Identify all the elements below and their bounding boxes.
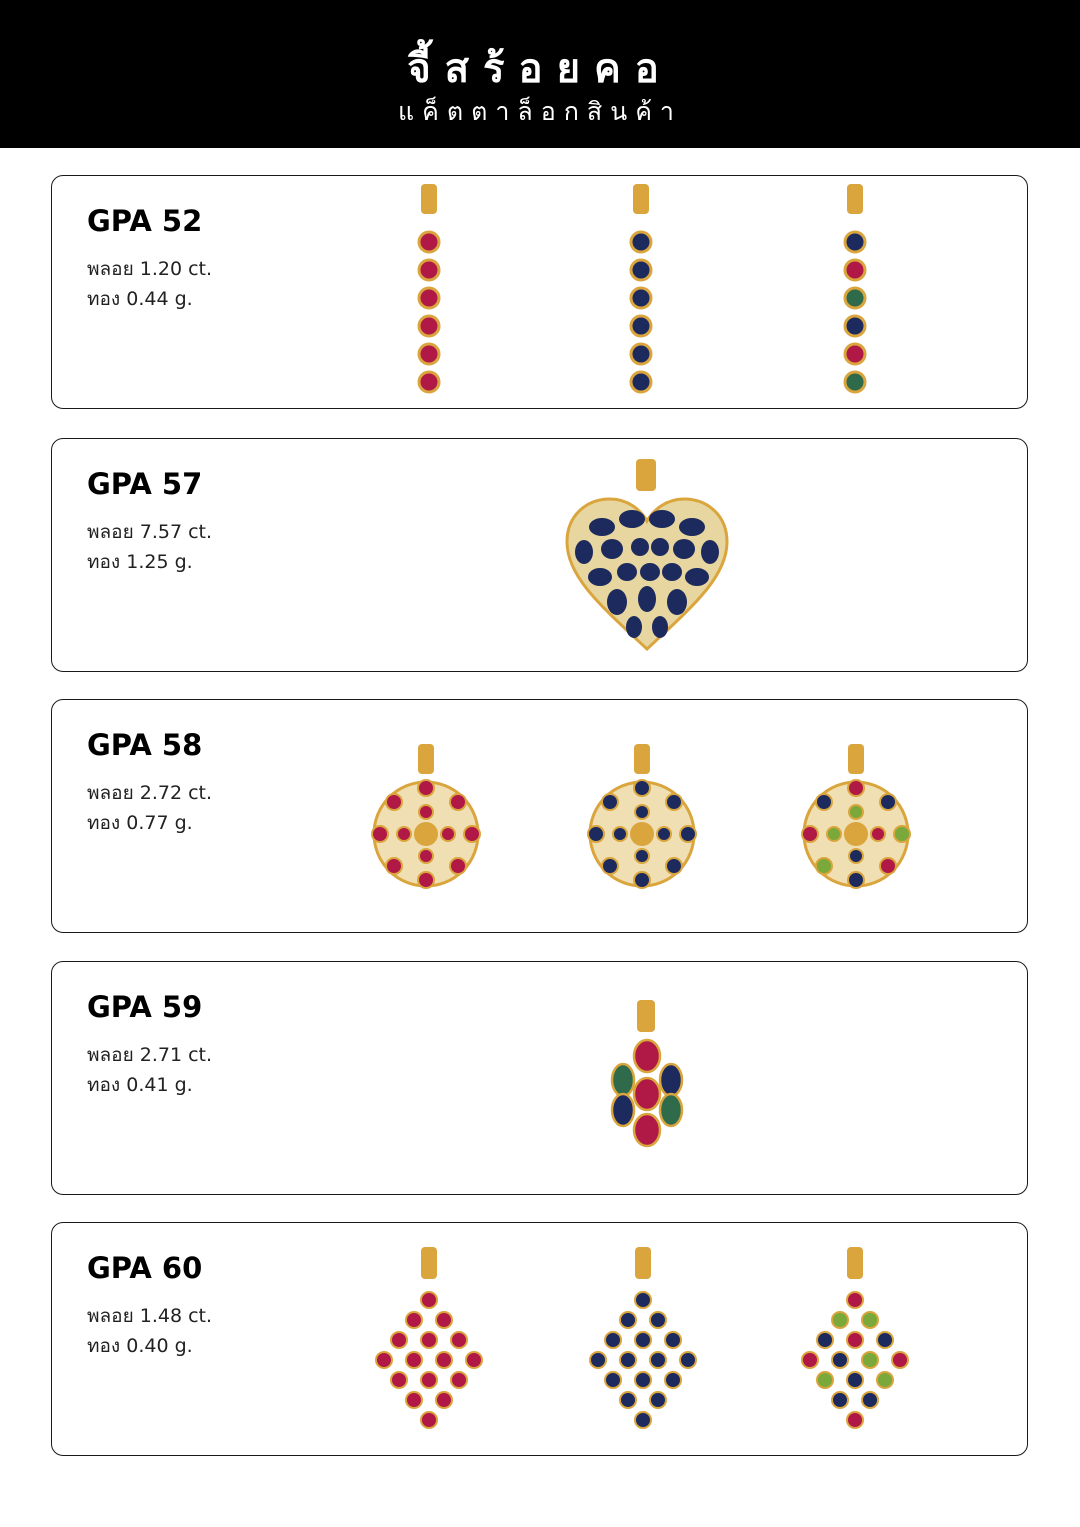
gold-weight: ทอง 0.40 g.: [87, 1335, 193, 1357]
product-card-gpa-52: [51, 175, 1028, 409]
product-code: GPA 60: [87, 1251, 203, 1285]
product-card-gpa-57: [51, 438, 1028, 672]
pendant-image-mixed: [830, 182, 880, 397]
product-card-gpa-59: [51, 961, 1028, 1195]
product-code: GPA 59: [87, 990, 203, 1024]
stone-weight: พลอย 2.71 ct.: [87, 1044, 213, 1066]
pendant-image-ruby: [366, 742, 486, 898]
pendant-image-mixed: [800, 1245, 910, 1431]
stone-weight: พลอย 1.20 ct.: [87, 258, 213, 280]
product-card-gpa-58: [51, 699, 1028, 933]
stone-weight: พลอย 1.48 ct.: [87, 1305, 213, 1327]
pendant-image-sapphire: [588, 1245, 698, 1431]
product-code: GPA 52: [87, 204, 203, 238]
pendant-image-sapphire: [616, 182, 666, 397]
stone-weight: พลอย 2.72 ct.: [87, 782, 213, 804]
catalog-title: จี้สร้อยคอ: [407, 46, 673, 92]
pendant-image-ruby: [404, 182, 454, 397]
catalog-subtitle: แค็ตตาล็อกสินค้า: [398, 97, 682, 126]
gold-weight: ทอง 0.41 g.: [87, 1074, 193, 1096]
product-card-gpa-60: [51, 1222, 1028, 1456]
gold-weight: ทอง 1.25 g.: [87, 551, 193, 573]
gold-weight: ทอง 0.77 g.: [87, 812, 193, 834]
catalog-header: [0, 0, 1080, 148]
gold-weight: ทอง 0.44 g.: [87, 288, 193, 310]
pendant-image-mixed: [796, 742, 916, 898]
pendant-image-ruby: [374, 1245, 484, 1431]
product-code: GPA 58: [87, 728, 203, 762]
pendant-image-sapphire: [582, 742, 702, 898]
pendant-image-sapphire-heart: [562, 457, 732, 657]
pendant-image-mixed: [602, 998, 692, 1150]
stone-weight: พลอย 7.57 ct.: [87, 521, 213, 543]
product-code: GPA 57: [87, 467, 203, 501]
